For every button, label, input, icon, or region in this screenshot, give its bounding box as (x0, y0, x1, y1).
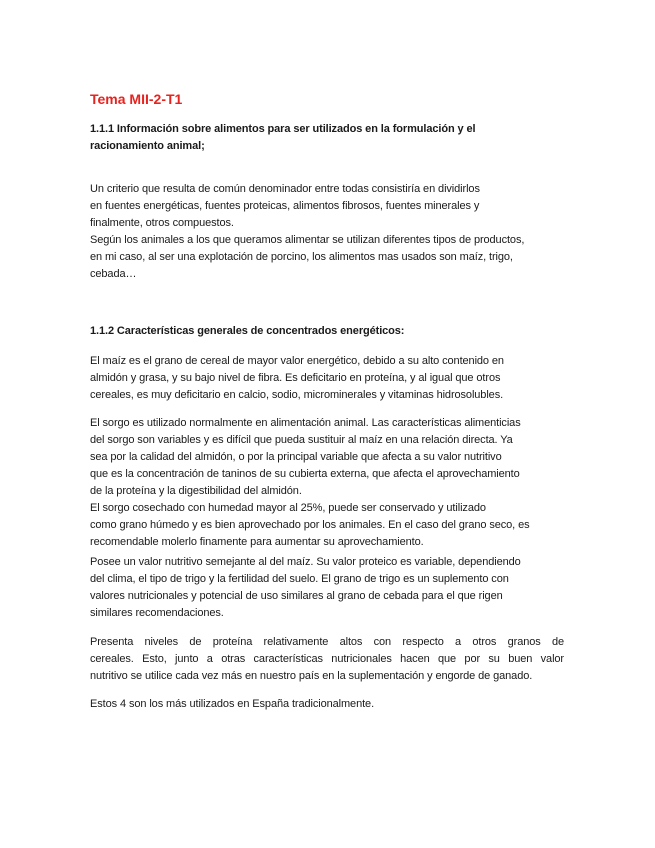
paragraph-line: en fuentes energéticas, fuentes proteicas, alimentos fibrosos, fuentes minerales y (90, 200, 480, 212)
paragraph-maiz (90, 353, 504, 404)
section-heading-1-1-2: 1.1.2 Características generales de concentrados energéticos: (90, 325, 405, 337)
paragraph-line: cereales, es muy deficitario en calcio, sodio, microminerales y vitaminas hidrosolubles. (90, 389, 504, 401)
paragraph-line: Posee un valor nutritivo semejante al del maíz. Su valor proteico es variable, dependiendo (90, 556, 521, 568)
paragraph-line: del sorgo son variables y es difícil que pueda sustituir al maíz en una relación directa. Ya (90, 434, 513, 446)
paragraph-line: El sorgo es utilizado normalmente en alimentación animal. Las características alimenticias (90, 417, 521, 429)
paragraph-line: del clima, el tipo de trigo y la fertilidad del suelo. El grano de trigo es un suplemento con (90, 573, 509, 585)
paragraph-line: que es la concentración de taninos de su cubierta externa, que afecta el aprovechamiento (90, 468, 520, 480)
paragraph-line: nutritivo se utilice cada vez más en nuestro país en la suplementación y engorde de ganado. (90, 670, 533, 682)
paragraph-criterio (90, 181, 524, 283)
paragraph-line: sea por la calidad del almidón, o por la principal variable que afecta a su valor nutritivo (90, 451, 502, 463)
heading-line: 1.1.1 Información sobre alimentos para ser utilizados en la formulación y el (90, 123, 476, 135)
paragraph-trigo (90, 554, 521, 622)
paragraph-line: recomendable molerlo finamente para aumentar su aprovechamiento. (90, 536, 424, 548)
paragraph-line: El sorgo cosechado con humedad mayor al 25%, puede ser conservado y utilizado (90, 502, 486, 514)
document-title: Tema MII-2-T1 (90, 91, 183, 107)
paragraph-line: valores nutricionales y potencial de uso similares al grano de cebada para el que rigen (90, 590, 503, 602)
paragraph-line: cebada… (90, 268, 137, 280)
paragraph-line: como grano húmedo y es bien aprovechado por los animales. En el caso del grano seco, es (90, 519, 530, 531)
paragraph-line: en mi caso, al ser una explotación de porcino, los alimentos mas usados son maíz, trigo, (90, 251, 513, 263)
paragraph-cebada (90, 634, 564, 685)
paragraph-sorgo (90, 415, 530, 551)
paragraph-line: El maíz es el grano de cereal de mayor valor energético, debido a su alto contenido en (90, 355, 504, 367)
section-heading-1-1-1 (90, 121, 475, 155)
paragraph-line: Presenta niveles de proteína relativamente altos con respecto a otros granos de (90, 636, 564, 648)
paragraph-closing: Estos 4 son los más utilizados en España tradicionalmente. (90, 698, 375, 710)
paragraph-line: similares recomendaciones. (90, 607, 224, 619)
paragraph-line: almidón y grasa, y su bajo nivel de fibra. Es deficitario en proteína, y al igual que otros (90, 372, 501, 384)
paragraph-line: cereales. Esto, junto a otras características nutricionales hacen que por su buen valor (90, 653, 564, 665)
paragraph-line: finalmente, otros compuestos. (90, 217, 234, 229)
paragraph-line: Un criterio que resulta de común denominador entre todas consistiría en dividirlos (90, 183, 480, 195)
paragraph-line: de la proteína y la digestibilidad del almidón. (90, 485, 302, 497)
paragraph-line: Según los animales a los que queramos alimentar se utilizan diferentes tipos de productos, (90, 234, 525, 246)
heading-line: racionamiento animal; (90, 140, 205, 152)
